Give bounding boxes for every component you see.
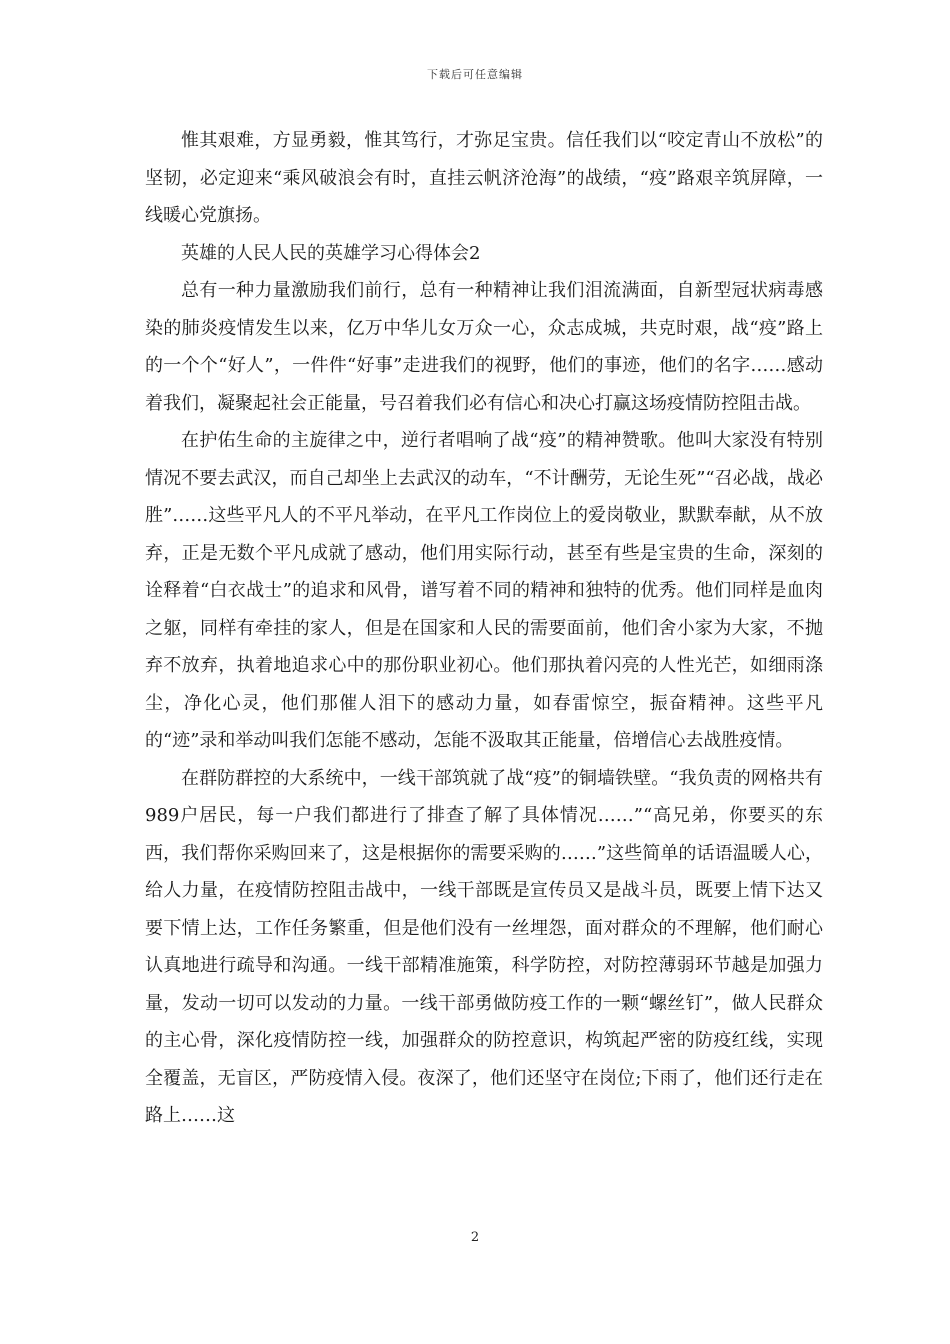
paragraph: 惟其艰难，方显勇毅，惟其笃行，才弥足宝贵。信任我们以“咬定青山不放松”的坚韧，必定迎来“乘风破浪会有时，直挂云帆济沧海”的战绩，“疫”路艰辛筑屏障，一线暖心党旗扬。 <box>145 130 823 226</box>
paragraph: 在护佑生命的主旋律之中，逆行者唱响了战“疫”的精神赞歌。他叫大家没有特别情况不要去武汉，而自己却坐上去武汉的动车，“不计酬劳，无论生死”“召必战，战必胜”……这些平凡人的不平凡举动，在平凡工作岗位上的爱岗敬业，默默奉献，从不放弃，正是无数个平凡成就了感动，他们用实际行动，甚至有些是宝贵的生命，深刻的诠释着“白衣战士”的追求和风骨，谱写着不同的精神和独特的优秀。他们同样是血肉之躯，同样有牵挂的家人，但是在国家和人民的需要面前，他们舍小家为大家，不抛弃不放弃，执着地追求心中的那份职业初心。他们那执着闪亮的人性光芒，如细雨涤尘，净化心灵，他们那催人泪下的感动力量，如春雷惊空，振奋精神。这些平凡的“迹”录和举动叫我们怎能不感动，怎能不汲取其正能量，倍增信心去战胜疫情。 <box>145 430 823 751</box>
section-heading: 英雄的人民人民的英雄学习心得体会2 <box>181 242 481 264</box>
page-number: 2 <box>470 1230 480 1245</box>
paragraph: 总有一种力量激励我们前行，总有一种精神让我们泪流满面，自新型冠状病毒感染的肺炎疫情发生以来，亿万中华儿女万众一心，众志成城，共克时艰，战“疫”路上的一个个“好人”，一件件“好事”走进我们的视野，他们的事迹，他们的名字……感动着我们，凝聚起社会正能量，号召着我们必有信心和决心打赢这场疫情防控阻击战。 <box>145 280 823 414</box>
body-text <box>145 122 823 1135</box>
page-header: 下载后可任意编辑 <box>427 68 523 81</box>
paragraph: 在群防群控的大系统中，一线干部筑就了战“疫”的铜墙铁壁。“我负责的网格共有989户居民，每一户我们都进行了排查了解了具体情况……”“高兄弟，你要买的东西，我们帮你采购回来了，这是根据你的需要采购的……”这些简单的话语温暖人心，给人力量，在疫情防控阻击战中，一线干部既是宣传员又是战斗员，既要上情下达又要下情上达，工作任务繁重，但是他们没有一丝埋怨，面对群众的不理解，他们耐心认真地进行疏导和沟通。一线干部精准施策，科学防控，对防控薄弱环节越是加强力量，发动一切可以发动的力量。一线干部勇做防疫工作的一颗“螺丝钉”，做人民群众的主心骨，深化疫情防控一线，加强群众的防控意识，构筑起严密的防疫红线，实现全覆盖，无盲区，严防疫情入侵。夜深了，他们还坚守在岗位;下雨了，他们还行走在路上……这 <box>145 767 823 1126</box>
